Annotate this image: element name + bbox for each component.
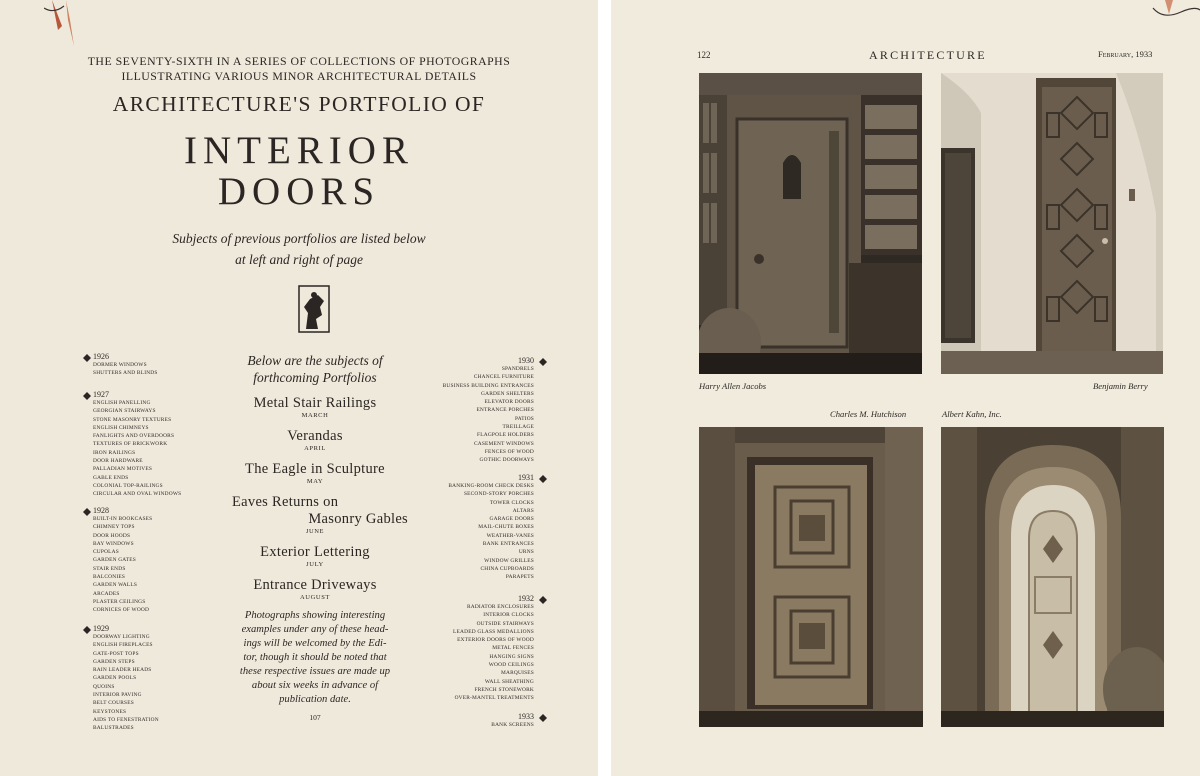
list-item: MARQUISES: [501, 670, 534, 677]
list-1933: [491, 712, 534, 729]
arched-carved-doorway-photo: [941, 427, 1164, 727]
header-date: February, 1933: [1098, 49, 1153, 59]
year-label: 1929: [93, 624, 109, 633]
list-item: ARCADES: [93, 590, 120, 597]
list-item: WEATHER-VANES: [486, 532, 534, 539]
main-title-line-1: INTERIOR: [184, 129, 414, 172]
list-item: PARAPETS: [505, 574, 534, 581]
list-item: GEORGIAN STAIRWAYS: [93, 408, 156, 415]
note-line: examples under any of these head-: [241, 624, 389, 635]
right-page: [611, 0, 1200, 776]
list-item: SHUTTERS AND BLINDS: [93, 370, 158, 377]
forthcoming-month: MARCH: [301, 412, 329, 419]
subtitle-line-1: Subjects of previous portfolios are listed below: [172, 231, 426, 246]
list-item: GATE-POST TOPS: [93, 650, 139, 657]
list-item: ELEVATOR DOORS: [484, 399, 534, 406]
photo-top-left: [699, 73, 922, 374]
list-item: OUTSIDE STAIRWAYS: [476, 620, 534, 627]
year-label: 1926: [93, 352, 109, 361]
list-item: BANKING-ROOM CHECK DESKS: [448, 483, 534, 489]
list-item: FRENCH STONEWORK: [474, 686, 534, 693]
forthcoming-heading-line-2: forthcoming Portfolios: [253, 370, 377, 385]
binder-tab-icon: [44, 0, 84, 48]
list-item: COLONIAL TOP-RAILINGS: [93, 482, 163, 489]
list-item: BANK SCREENS: [491, 722, 534, 728]
forthcoming-heading: [200, 352, 430, 386]
header-page-number: 122: [697, 50, 711, 60]
diamond-ornament-icon: [83, 354, 91, 362]
list-item: CIRCULAR AND OVAL WINDOWS: [93, 491, 182, 498]
list-item: WOOD CEILINGS: [488, 662, 534, 669]
note-line: tor, though it should be noted that: [243, 652, 387, 663]
year-label: 1927: [93, 390, 109, 399]
list-item: CUPOLAS: [93, 549, 119, 556]
list-item: FENCES OF WOOD: [484, 448, 534, 455]
note-line: ings will be welcomed by the Edi-: [243, 638, 387, 649]
list-item: IRON RAILINGS: [93, 449, 136, 456]
diamond-ornament-icon: [539, 714, 547, 722]
left-page: [0, 0, 598, 776]
portfolio-title: ARCHITECTURE'S PORTFOLIO OF: [112, 92, 486, 116]
forthcoming-title: The Eagle in Sculpture: [245, 461, 385, 477]
list-item: FANLIGHTS AND OVERDOORS: [93, 433, 175, 440]
list-item: DOORWAY LIGHTING: [93, 634, 150, 640]
forthcoming-month: JULY: [306, 561, 324, 568]
forthcoming-title: Entrance Driveways: [253, 577, 377, 593]
forthcoming-month: AUGUST: [300, 594, 330, 601]
list-item: CHINA CUPBOARDS: [480, 565, 534, 572]
list-item: RADIATOR ENCLOSURES: [466, 604, 534, 610]
year-label: 1932: [518, 594, 534, 603]
forthcoming-item: [200, 577, 430, 601]
caption-bottom-left: Charles M. Hutchison: [830, 409, 907, 419]
forthcoming-title-line-2: Masonry Gables: [308, 511, 408, 527]
note-line: Photographs showing interesting: [244, 610, 386, 621]
diamond-ornament-icon: [83, 626, 91, 634]
list-item: QUOINS: [93, 683, 115, 690]
series-heading: [0, 54, 598, 83]
list-item: ENTRANCE PORCHES: [476, 407, 534, 414]
list-item: METAL FENCES: [492, 645, 534, 652]
caption-bottom-right: Albert Kahn, Inc.: [942, 409, 1002, 419]
list-item: BELT COURSES: [93, 700, 134, 707]
diamond-ornament-icon: [83, 392, 91, 400]
photo-top-right: [941, 73, 1163, 374]
forthcoming-month: MAY: [306, 478, 324, 485]
list-item: BALCONIES: [93, 574, 126, 581]
list-item: TOWER CLOCKS: [489, 499, 534, 506]
list-item: GABLE ENDS: [93, 474, 129, 481]
diamond-ornament-icon: [83, 508, 91, 516]
diamond-ornament-icon: [539, 596, 547, 604]
list-item: BUILT-IN BOOKCASES: [93, 516, 153, 522]
series-line-1: THE SEVENTY-SIXTH IN A SERIES OF COLLECTIONS OF PHOTOGRAPHS: [87, 54, 511, 68]
forthcoming-heading-line-1: Below are the subjects of: [247, 353, 383, 368]
year-label: 1933: [518, 712, 534, 721]
list-item: GARDEN WALLS: [93, 582, 138, 589]
list-item: ENGLISH PANELLING: [93, 400, 151, 406]
forthcoming-title: Metal Stair Railings: [253, 395, 377, 411]
list-item: PATIOS: [515, 415, 534, 422]
forthcoming-item: [200, 395, 430, 419]
caption-top-right: Benjamin Berry: [1093, 381, 1148, 391]
list-item: DOOR HOODS: [93, 532, 131, 539]
forthcoming-column: [200, 352, 430, 722]
photo-bottom-left: [699, 427, 923, 727]
list-item: EXTERIOR DOORS OF WOOD: [457, 637, 534, 644]
list-item: STONE MASONRY TEXTURES: [93, 416, 172, 423]
geometric-panel-door-photo: [699, 427, 923, 727]
list-item: GARDEN SHELTERS: [481, 390, 534, 397]
forthcoming-item: [200, 544, 430, 568]
list-item: MAIL-CHUTE BOXES: [478, 524, 534, 531]
list-item: TEXTURES OF BRICKWORK: [93, 441, 168, 448]
year-label: 1930: [518, 356, 534, 365]
list-item: RAIN LEADER HEADS: [93, 667, 152, 674]
note-line: publication date.: [279, 694, 351, 705]
header-magazine: ARCHITECTURE: [869, 48, 987, 62]
year-label: 1931: [518, 473, 534, 482]
list-item: OVER-MANTEL TREATMENTS: [454, 695, 534, 702]
forthcoming-title-line-1: Eaves Returns on: [232, 494, 339, 510]
list-1927: [93, 390, 181, 499]
list-item: URNS: [518, 549, 534, 556]
list-1931: [448, 473, 534, 582]
list-item: GOTHIC DOORWAYS: [479, 457, 534, 464]
list-item: SPANDRELS: [501, 366, 534, 372]
forthcoming-item: [200, 428, 430, 452]
list-item: BUSINESS BUILDING ENTRANCES: [442, 382, 534, 389]
editor-note: [200, 609, 430, 707]
forthcoming-title: Verandas: [287, 428, 343, 444]
list-item: GARDEN POOLS: [93, 675, 137, 682]
forthcoming-item: [200, 461, 430, 485]
note-line: about six weeks in advance of: [251, 680, 379, 691]
list-item: DORMER WINDOWS: [93, 362, 147, 368]
photo-bottom-right: [941, 427, 1164, 727]
list-item: CORNICES OF WOOD: [93, 607, 150, 614]
list-item: INTERIOR CLOCKS: [483, 612, 534, 619]
diamond-ornament-icon: [539, 358, 547, 366]
forthcoming-month: JUNE: [305, 528, 325, 535]
list-item: CHANCEL FURNITURE: [473, 374, 534, 381]
list-item: HANGING SIGNS: [489, 653, 534, 660]
main-title: [0, 130, 598, 212]
diamond-ornament-icon: [539, 475, 547, 483]
list-1932: [453, 594, 534, 703]
list-item: PLASTER CEILINGS: [93, 598, 146, 605]
list-item: LEADED GLASS MEDALLIONS: [453, 628, 534, 635]
list-item: SECOND-STORY PORCHES: [463, 491, 534, 498]
binder-ring-icon: [1151, 0, 1200, 22]
list-item: CASEMENT WINDOWS: [473, 440, 534, 447]
list-item: WINDOW GRILLES: [484, 557, 534, 564]
list-1929: [93, 624, 159, 733]
list-item: STAIR ENDS: [93, 565, 126, 572]
list-item: INTERIOR PAVING: [93, 692, 142, 699]
list-item: CHIMNEY TOPS: [93, 524, 135, 531]
list-item: GARDEN GATES: [93, 557, 136, 564]
vignette-ornament-icon: [298, 285, 330, 333]
list-item: FLAGPOLE HOLDERS: [477, 432, 534, 439]
list-1926: [93, 352, 158, 378]
series-line-2: ILLUSTRATING VARIOUS MINOR ARCHITECTURAL DETAILS: [121, 68, 477, 83]
list-item: GARAGE DOORS: [489, 516, 534, 523]
subtitle: [0, 228, 598, 270]
list-1930: [443, 356, 534, 465]
subtitle-line-2: at left and right of page: [235, 252, 363, 267]
list-item: TREILLAGE: [502, 424, 534, 431]
list-item: BANK ENTRANCES: [482, 541, 534, 548]
main-title-line-2: DOORS: [217, 170, 381, 213]
list-item: PALLADIAN MOTIVES: [93, 466, 153, 473]
page-number: 107: [309, 713, 321, 722]
list-item: BALUSTRADES: [93, 725, 134, 732]
list-item: ALTARS: [512, 507, 534, 514]
list-item: AIDS TO FENESTRATION: [93, 716, 159, 723]
list-item: WALL SHEATHING: [484, 678, 534, 685]
list-item: ENGLISH FIREPLACES: [93, 642, 153, 649]
list-item: BAY WINDOWS: [93, 540, 134, 547]
year-label: 1928: [93, 506, 109, 515]
list-1928: [93, 506, 152, 615]
list-item: GARDEN STEPS: [93, 658, 135, 665]
diamond-panel-door-photo: [941, 73, 1163, 374]
carved-door-bookcase-photo: [699, 73, 922, 374]
list-item: ENGLISH CHIMNEYS: [93, 424, 149, 431]
caption-top-left: Harry Allen Jacobs: [699, 381, 767, 391]
note-line: these respective issues are made up: [239, 666, 391, 677]
forthcoming-title: Exterior Lettering: [260, 544, 370, 560]
list-item: KEYSTONES: [93, 708, 127, 715]
forthcoming-item: [200, 494, 430, 535]
forthcoming-month: APRIL: [304, 445, 326, 452]
list-item: DOOR HARDWARE: [93, 458, 143, 465]
